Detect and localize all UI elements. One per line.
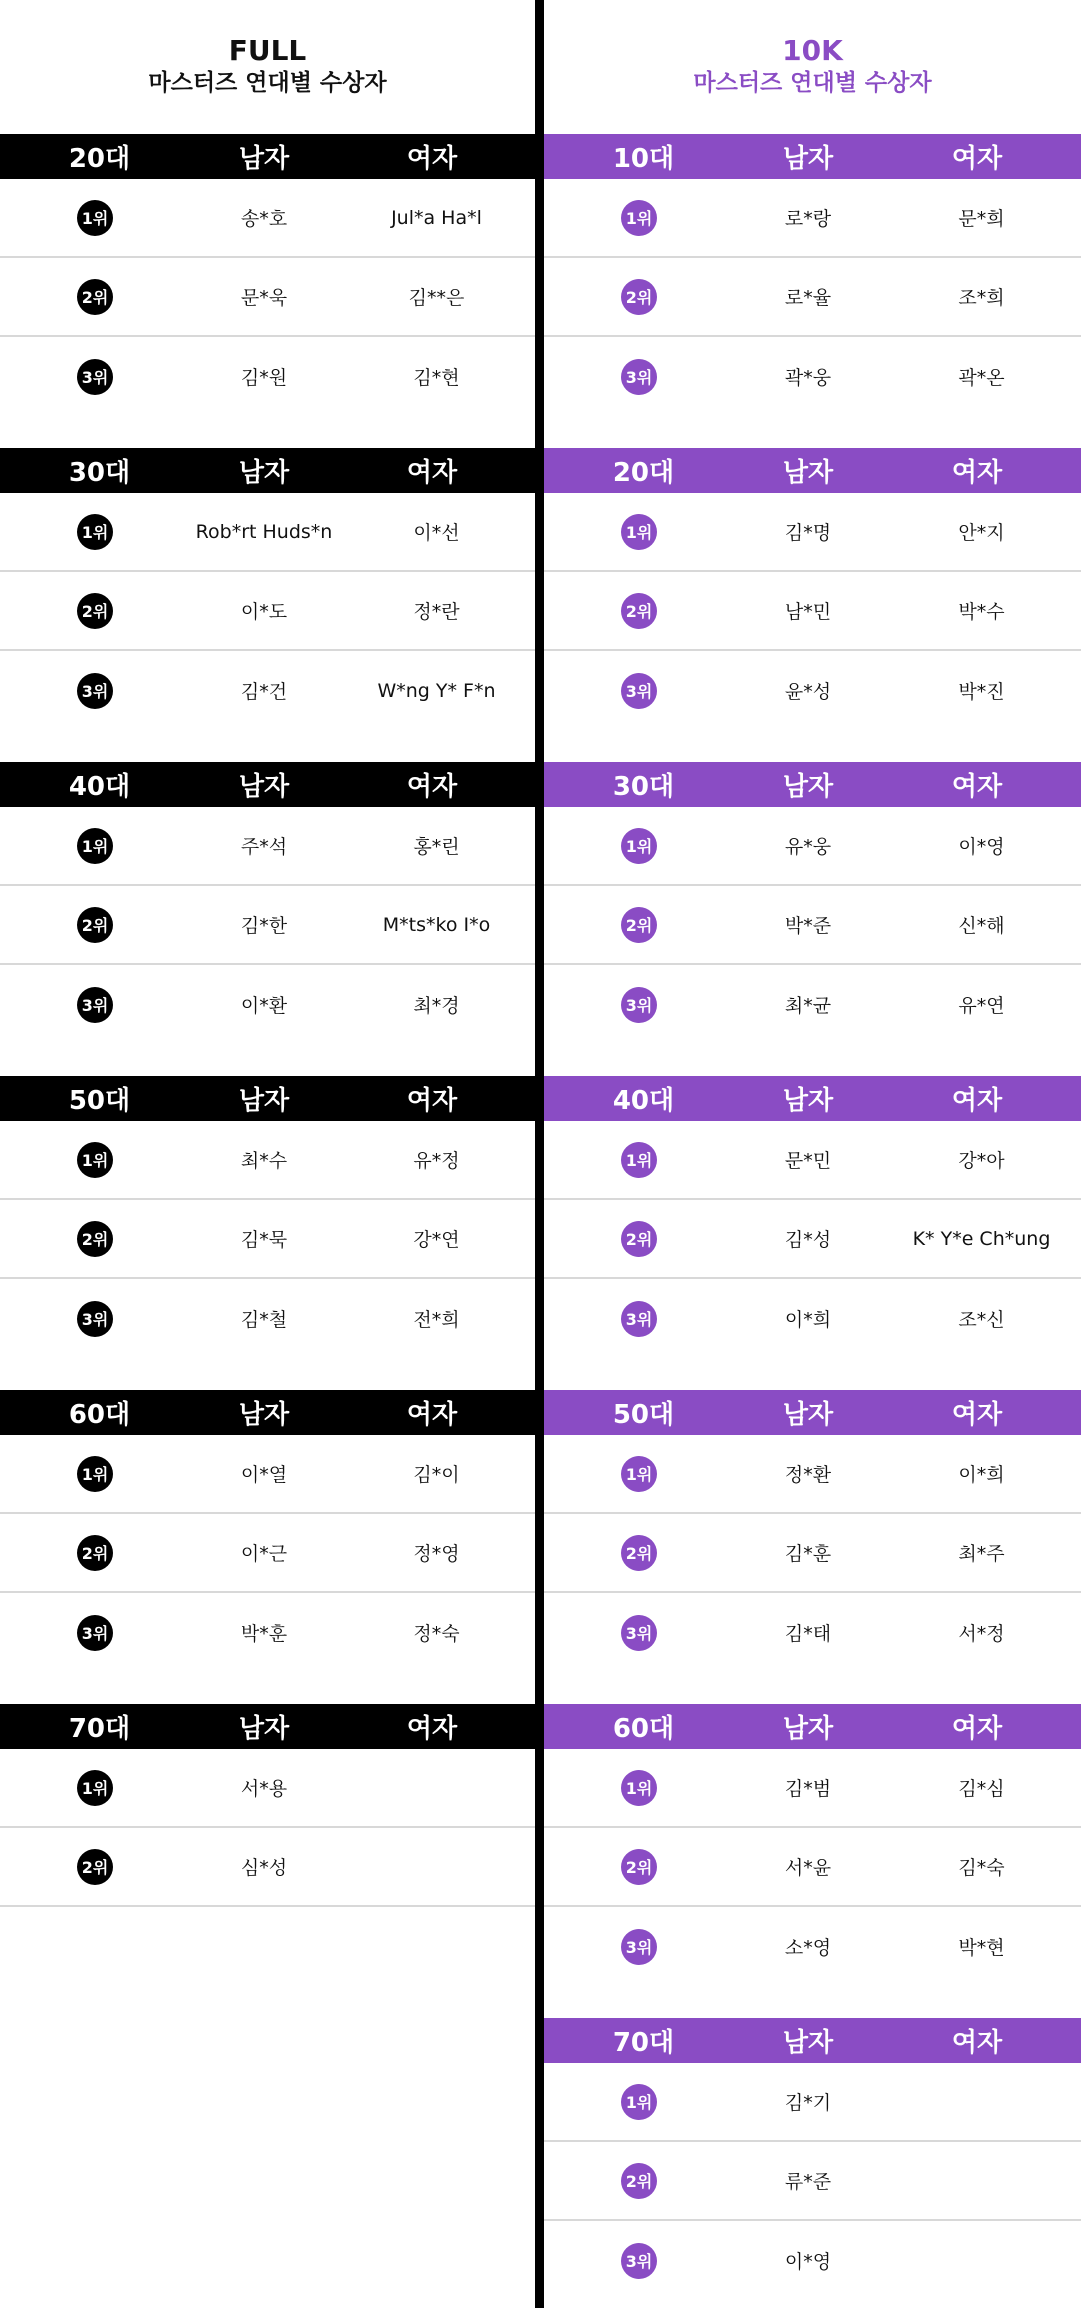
female-column-header: 여자 — [951, 1714, 1003, 1744]
winner-row — [544, 493, 1081, 572]
female-winner-name: 홍*린 — [413, 836, 460, 858]
winner-row — [0, 1828, 535, 1907]
winner-row — [544, 1514, 1081, 1593]
10k-group-header — [544, 762, 1081, 807]
rank-badge: 2위 — [77, 907, 113, 943]
rank-cell — [0, 1456, 190, 1492]
full-group-header — [0, 1390, 535, 1435]
female-column-header: 여자 — [406, 458, 458, 488]
male-winner-name: 정*환 — [784, 1464, 832, 1486]
rank-badge: 2위 — [621, 593, 657, 629]
male-column-header: 남자 — [782, 772, 834, 802]
rank-badge: 3위 — [77, 1615, 113, 1651]
male-winner-name: 김*훈 — [784, 1543, 832, 1565]
winner-row — [0, 651, 535, 730]
winner-row — [0, 965, 535, 1044]
male-winner-name: 김*태 — [784, 1623, 832, 1645]
male-winner-name: 이*희 — [784, 1309, 832, 1331]
full-age-group — [0, 134, 535, 448]
rank-badge: 3위 — [77, 987, 113, 1023]
rank-cell — [544, 1849, 734, 1885]
rank-badge: 2위 — [77, 1535, 113, 1571]
winner-row — [0, 1593, 535, 1672]
rank-cell — [544, 907, 734, 943]
female-winner-name: 최*경 — [413, 995, 460, 1017]
female-winner-name: 박*현 — [958, 1937, 1005, 1959]
female-winner-name: 전*희 — [413, 1309, 460, 1331]
full-group-header — [0, 448, 535, 493]
winner-row — [544, 1435, 1081, 1514]
male-column-header: 남자 — [238, 458, 290, 488]
10k-age-group — [544, 1704, 1081, 2018]
rank-badge: 1위 — [77, 1456, 113, 1492]
female-winner-name: Jul*a Ha*l — [391, 206, 482, 229]
rank-badge: 1위 — [621, 828, 657, 864]
full-winner-rows — [0, 1435, 535, 1672]
10k-age-group — [544, 1076, 1081, 1390]
winner-row — [544, 2221, 1081, 2300]
rank-cell — [0, 359, 190, 395]
winner-row — [0, 337, 535, 416]
winner-row — [544, 2063, 1081, 2142]
female-winner-name: 조*신 — [958, 1309, 1005, 1331]
male-column-header: 남자 — [238, 1714, 290, 1744]
rank-cell — [0, 987, 190, 1023]
age-group-label: 30대 — [68, 458, 131, 488]
rank-cell — [544, 1142, 734, 1178]
winner-row — [544, 1200, 1081, 1279]
male-winner-name: 이*도 — [240, 601, 288, 623]
female-winner-name: 최*주 — [958, 1543, 1005, 1565]
male-winner-name: 최*수 — [240, 1150, 288, 1172]
male-winner-name: 박*훈 — [240, 1623, 288, 1645]
rank-badge: 1위 — [77, 514, 113, 550]
rank-cell — [0, 1615, 190, 1651]
age-group-label: 20대 — [68, 144, 131, 174]
full-column — [0, 0, 535, 2018]
10k-winner-rows — [544, 1435, 1081, 1672]
male-column-header: 남자 — [238, 1400, 290, 1430]
female-column-header: 여자 — [951, 1086, 1003, 1116]
age-group-label: 70대 — [68, 1714, 131, 1744]
winner-row — [0, 179, 535, 258]
center-divider — [535, 0, 544, 2308]
winner-row — [544, 1279, 1081, 1358]
rank-cell — [0, 1301, 190, 1337]
female-winner-name: 서*정 — [958, 1623, 1005, 1645]
rank-cell — [0, 1535, 190, 1571]
winner-row — [0, 1121, 535, 1200]
full-age-group — [0, 1076, 535, 1390]
winner-row — [544, 1828, 1081, 1907]
female-winner-name: 신*해 — [958, 915, 1005, 937]
female-column-header: 여자 — [406, 772, 458, 802]
male-winner-name: 김*원 — [240, 367, 288, 389]
female-column-header: 여자 — [951, 772, 1003, 802]
rank-cell — [544, 514, 734, 550]
female-winner-name: 정*숙 — [413, 1623, 460, 1645]
rank-cell — [544, 987, 734, 1023]
full-title-block — [0, 0, 535, 134]
female-column-header: 여자 — [406, 1086, 458, 1116]
rank-badge: 3위 — [621, 2243, 657, 2279]
male-winner-name: 김*한 — [240, 915, 288, 937]
male-winner-name: 송*호 — [240, 208, 288, 230]
full-age-group — [0, 1704, 535, 2018]
male-winner-name: 김*기 — [784, 2092, 832, 2114]
rank-badge: 1위 — [77, 828, 113, 864]
rank-badge: 3위 — [77, 673, 113, 709]
male-winner-name: 소*영 — [784, 1937, 832, 1959]
female-winner-name: 이*선 — [413, 522, 460, 544]
rank-cell — [0, 200, 190, 236]
male-winner-name: 이*환 — [240, 995, 288, 1017]
10k-winner-rows — [544, 1121, 1081, 1358]
rank-cell — [0, 1770, 190, 1806]
rank-cell — [544, 2243, 734, 2279]
rank-badge: 2위 — [77, 593, 113, 629]
male-winner-name: 김*범 — [784, 1778, 832, 1800]
male-column-header: 남자 — [782, 1400, 834, 1430]
age-group-label: 70대 — [612, 2028, 675, 2058]
female-winner-name: 강*아 — [958, 1150, 1005, 1172]
rank-cell — [544, 673, 734, 709]
rank-cell — [544, 279, 734, 315]
male-winner-name: 최*균 — [784, 995, 832, 1017]
rank-cell — [0, 828, 190, 864]
male-winner-name: 김*건 — [240, 681, 288, 703]
female-winner-name: 이*영 — [958, 836, 1005, 858]
age-group-label: 20대 — [612, 458, 675, 488]
male-winner-name: 이*근 — [240, 1543, 288, 1565]
winner-row — [544, 337, 1081, 416]
rank-badge: 3위 — [77, 1301, 113, 1337]
male-column-header: 남자 — [238, 772, 290, 802]
female-column-header: 여자 — [951, 458, 1003, 488]
full-age-group — [0, 762, 535, 1076]
female-winner-name: 조*희 — [958, 287, 1005, 309]
10k-column — [544, 0, 1081, 2308]
male-winner-name: 서*용 — [240, 1778, 288, 1800]
male-winner-name: 김*명 — [784, 522, 832, 544]
rank-badge: 3위 — [621, 1301, 657, 1337]
10k-group-header — [544, 1390, 1081, 1435]
winner-row — [0, 572, 535, 651]
female-winner-name: W*ng Y* F*n — [377, 679, 496, 702]
age-group-label: 50대 — [612, 1400, 675, 1430]
rank-badge: 2위 — [621, 279, 657, 315]
winner-row — [544, 1593, 1081, 1672]
male-winner-name: 심*성 — [240, 1857, 288, 1879]
rank-badge: 1위 — [621, 1142, 657, 1178]
winner-row — [544, 1907, 1081, 1986]
rank-cell — [544, 1770, 734, 1806]
full-winner-rows — [0, 493, 535, 730]
rank-badge: 3위 — [621, 359, 657, 395]
rank-badge: 1위 — [621, 1770, 657, 1806]
full-winner-rows — [0, 1749, 535, 1907]
winner-row — [0, 807, 535, 886]
male-winner-name: 김*성 — [784, 1229, 832, 1251]
female-winner-name: 이*희 — [958, 1464, 1005, 1486]
winner-row — [544, 2142, 1081, 2221]
male-column-header: 남자 — [238, 1086, 290, 1116]
male-winner-name: 윤*성 — [784, 681, 832, 703]
10k-title: 10K — [782, 34, 843, 67]
female-column-header: 여자 — [406, 1400, 458, 1430]
winner-row — [0, 258, 535, 337]
male-winner-name: 로*랑 — [784, 208, 832, 230]
rank-badge: 2위 — [77, 1221, 113, 1257]
age-group-label: 10대 — [612, 144, 675, 174]
rank-cell — [544, 359, 734, 395]
rank-cell — [0, 593, 190, 629]
rank-cell — [0, 279, 190, 315]
male-winner-name: Rob*rt Huds*n — [195, 520, 333, 543]
rank-cell — [544, 200, 734, 236]
rank-cell — [544, 1615, 734, 1651]
winner-row — [544, 651, 1081, 730]
full-winner-rows — [0, 1121, 535, 1358]
male-winner-name: 남*민 — [784, 601, 832, 623]
10k-winner-rows — [544, 179, 1081, 416]
rank-badge: 2위 — [621, 1221, 657, 1257]
10k-age-group — [544, 448, 1081, 762]
male-winner-name: 로*율 — [784, 287, 832, 309]
male-column-header: 남자 — [782, 144, 834, 174]
male-column-header: 남자 — [782, 458, 834, 488]
female-winner-name: 정*란 — [413, 601, 460, 623]
rank-badge: 1위 — [77, 1142, 113, 1178]
rank-cell — [544, 1221, 734, 1257]
male-winner-name: 박*준 — [784, 915, 832, 937]
age-group-label: 30대 — [612, 772, 675, 802]
female-winner-name: 문*희 — [958, 208, 1005, 230]
rank-cell — [0, 1142, 190, 1178]
male-column-header: 남자 — [782, 2028, 834, 2058]
rank-cell — [544, 1535, 734, 1571]
winner-row — [544, 572, 1081, 651]
female-column-header: 여자 — [406, 144, 458, 174]
male-winner-name: 곽*웅 — [784, 367, 832, 389]
rank-badge: 2위 — [77, 1849, 113, 1885]
male-winner-name: 주*석 — [240, 836, 288, 858]
male-winner-name: 이*영 — [784, 2251, 832, 2273]
rank-cell — [544, 1456, 734, 1492]
rank-badge: 2위 — [77, 279, 113, 315]
female-winner-name: K* Y*e Ch*ung — [912, 1227, 1051, 1250]
winner-row — [0, 1749, 535, 1828]
age-group-label: 60대 — [68, 1400, 131, 1430]
rank-cell — [544, 1929, 734, 1965]
male-column-header: 남자 — [782, 1714, 834, 1744]
female-column-header: 여자 — [951, 1400, 1003, 1430]
winner-row — [544, 258, 1081, 337]
winner-row — [0, 1279, 535, 1358]
full-group-header — [0, 134, 535, 179]
10k-title-block — [544, 0, 1081, 134]
female-column-header: 여자 — [951, 2028, 1003, 2058]
rank-badge: 1위 — [77, 1770, 113, 1806]
10k-age-group — [544, 762, 1081, 1076]
male-winner-name: 류*준 — [784, 2171, 832, 2193]
10k-subtitle: 마스터즈 연대별 수상자 — [693, 70, 932, 96]
winner-row — [0, 493, 535, 572]
full-groups — [0, 134, 535, 2018]
winner-row — [0, 1435, 535, 1514]
winner-row — [0, 1514, 535, 1593]
male-winner-name: 문*욱 — [240, 287, 288, 309]
rank-cell — [0, 514, 190, 550]
full-subtitle: 마스터즈 연대별 수상자 — [148, 70, 387, 96]
age-group-label: 40대 — [612, 1086, 675, 1116]
female-winner-name: 박*진 — [958, 681, 1005, 703]
male-winner-name: 문*민 — [784, 1150, 832, 1172]
rank-cell — [544, 828, 734, 864]
male-winner-name: 서*윤 — [784, 1857, 832, 1879]
10k-age-group — [544, 134, 1081, 448]
rank-badge: 2위 — [621, 1849, 657, 1885]
rank-badge: 3위 — [621, 987, 657, 1023]
male-winner-name: 김*철 — [240, 1309, 288, 1331]
10k-winner-rows — [544, 1749, 1081, 1986]
winner-row — [544, 1121, 1081, 1200]
winner-row — [544, 179, 1081, 258]
female-winner-name: 유*연 — [958, 995, 1005, 1017]
full-age-group — [0, 1390, 535, 1704]
rank-badge: 3위 — [77, 359, 113, 395]
winner-row — [0, 886, 535, 965]
female-winner-name: 정*영 — [413, 1543, 460, 1565]
age-group-label: 60대 — [612, 1714, 675, 1744]
female-winner-name: 박*수 — [958, 601, 1005, 623]
10k-winner-rows — [544, 2063, 1081, 2300]
female-column-header: 여자 — [951, 144, 1003, 174]
winner-row — [544, 807, 1081, 886]
10k-group-header — [544, 134, 1081, 179]
10k-winner-rows — [544, 807, 1081, 1044]
winner-row — [0, 1200, 535, 1279]
male-column-header: 남자 — [782, 1086, 834, 1116]
female-winner-name: 김**은 — [408, 287, 465, 309]
10k-group-header — [544, 1704, 1081, 1749]
winner-row — [544, 886, 1081, 965]
10k-group-header — [544, 448, 1081, 493]
rank-badge: 1위 — [621, 1456, 657, 1492]
age-group-label: 50대 — [68, 1086, 131, 1116]
full-winner-rows — [0, 179, 535, 416]
10k-age-group — [544, 1390, 1081, 1704]
rank-badge: 2위 — [621, 1535, 657, 1571]
female-winner-name: 유*정 — [413, 1150, 460, 1172]
female-winner-name: 곽*온 — [958, 367, 1005, 389]
rank-cell — [0, 1849, 190, 1885]
female-winner-name: 김*이 — [413, 1464, 460, 1486]
female-winner-name: 안*지 — [958, 522, 1005, 544]
rank-cell — [544, 2163, 734, 2199]
female-column-header: 여자 — [406, 1714, 458, 1744]
rank-badge: 1위 — [621, 200, 657, 236]
age-group-label: 40대 — [68, 772, 131, 802]
female-winner-name: M*ts*ko I*o — [382, 913, 491, 936]
winner-row — [544, 965, 1081, 1044]
female-winner-name: 강*연 — [413, 1229, 460, 1251]
rank-cell — [0, 1221, 190, 1257]
full-winner-rows — [0, 807, 535, 1044]
full-group-header — [0, 762, 535, 807]
10k-winner-rows — [544, 493, 1081, 730]
rank-cell — [544, 1301, 734, 1337]
rank-cell — [0, 907, 190, 943]
full-title: FULL — [228, 34, 307, 67]
rank-cell — [0, 673, 190, 709]
winner-row — [544, 1749, 1081, 1828]
rank-cell — [544, 593, 734, 629]
full-group-header — [0, 1076, 535, 1121]
female-winner-name: 김*심 — [958, 1778, 1005, 1800]
female-winner-name: 김*현 — [413, 367, 460, 389]
male-winner-name: 유*웅 — [784, 836, 832, 858]
male-winner-name: 김*묵 — [240, 1229, 288, 1251]
rank-badge: 1위 — [621, 514, 657, 550]
rank-badge: 3위 — [621, 1929, 657, 1965]
rank-badge: 1위 — [77, 200, 113, 236]
male-column-header: 남자 — [238, 144, 290, 174]
full-group-header — [0, 1704, 535, 1749]
10k-groups — [544, 134, 1081, 2308]
male-winner-name: 이*열 — [240, 1464, 288, 1486]
rank-badge: 1위 — [621, 2084, 657, 2120]
full-age-group — [0, 448, 535, 762]
rank-badge: 2위 — [621, 907, 657, 943]
10k-age-group — [544, 2018, 1081, 2308]
rank-badge: 3위 — [621, 673, 657, 709]
rank-badge: 3위 — [621, 1615, 657, 1651]
rank-badge: 2위 — [621, 2163, 657, 2199]
10k-group-header — [544, 1076, 1081, 1121]
rank-cell — [544, 2084, 734, 2120]
female-winner-name: 김*숙 — [958, 1857, 1005, 1879]
10k-group-header — [544, 2018, 1081, 2063]
